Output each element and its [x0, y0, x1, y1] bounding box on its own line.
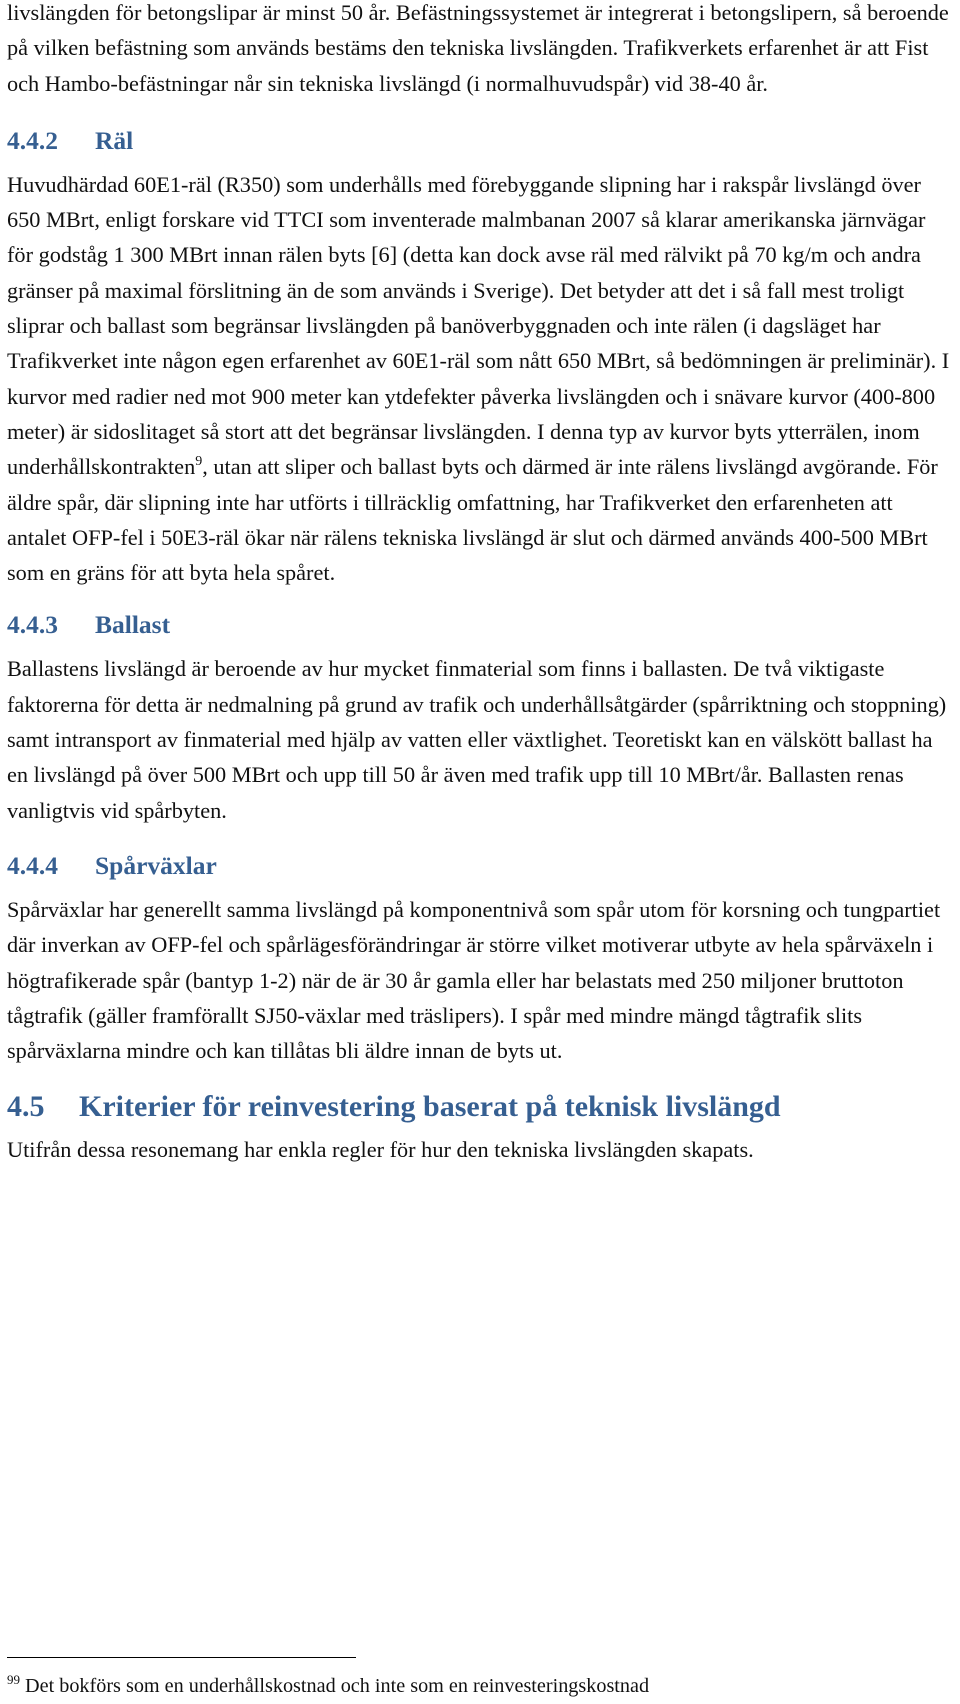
rail-text-part-2: , utan att sliper och ballast byts och därmed är inte rälens livslängd avgörande. För äldre spår, där slipning inte har utförts i tillräcklig omfattning, har Trafikverket den erfarenheten att antalet OFP-fel i 50E3-räl ökar när rälens tekniska livslängd är slut och därmed används 400-500 MBrt som en gräns för att byta hela spåret.	[7, 454, 938, 586]
section-title: Ballast	[95, 610, 171, 640]
rail-text-part-1: Huvudhärdad 60E1-räl (R350) som underhålls med förebyggande slipning har i rakspår livslängd över 650 MBrt, enligt forskare vid TTCI som inventerade malmbanan 2007 så klarar amerikanska järnvägar för godståg 1 300 MBrt innan rälen byts [6] (detta kan dock avse räl med rälvikt på 70 kg/m och andra gränser på maximal förslitning än de som används i Sverige). Det betyder att det i så fall mest troligt sliprar och ballast som begränsar livslängden på banöverbyggnaden och inte rälen (i dagsläget har Trafikverket inte någon egen erfarenhet av 60E1-räl som nått 650 MBrt, så bedömningen är preliminär). I kurvor med radier ned mot 900 meter kan ytdefekter påverka livslängden och i snävare kurvor (400-800 meter) är sidoslitaget så stort att det begränsar livslängden. I denna typ av kurvor byts ytterrälen, inom underhållskontrakten	[7, 171, 950, 480]
switches-paragraph: Spårväxlar har generellt samma livslängd på komponentnivå som spår utom för korsning och tungpartiet där inverkan av OFP-fel och spårlägesförändringar är större vilket motiverar utbyte av hela spårväxeln i högtrafikerade spår (bantyp 1-2) när de är 30 år gamla eller har belastats med 250 miljoner bruttoton tågtrafik (gäller framförallt SJ50-växlar med träslipers). I spår med mindre mängd tågtrafik slits spårväxlarna mindre och kan tillåtas bli äldre innan de byts ut.	[7, 896, 941, 1064]
document-page	[7, 0, 955, 1168]
section-number: 4.5	[7, 1090, 45, 1124]
section-heading-rail	[7, 124, 955, 158]
footnote-separator	[7, 1657, 356, 1658]
footnote-marker: 99	[7, 1672, 20, 1687]
section-title: Kriterier för reinvestering baserat på teknisk livslängd	[79, 1090, 781, 1124]
footnote	[7, 1673, 947, 1699]
criteria-paragraph: Utifrån dessa resonemang har enkla regler för hur den tekniska livslängden skapats.	[7, 1137, 754, 1163]
ballast-paragraph: Ballastens livslängd är beroende av hur mycket finmaterial som finns i ballasten. De två viktigaste faktorerna för detta är nedmalning på grund av trafik och underhållsåtgärder (spårriktning och stoppning) samt intransport av finmaterial med hjälp av vatten eller växtlighet. Teoretiskt kan en välskött ballast ha en livslängd på över 500 MBrt och upp till 50 år även med trafik upp till 10 MBrt/år. Ballasten renas vanligtvis vid spårbyten.	[7, 656, 947, 823]
section-number: 4.4.4	[7, 850, 58, 880]
section-heading-switches	[7, 849, 955, 883]
footnote-text: Det bokförs som en underhållskostnad och inte som en reinvesteringskostnad	[25, 1675, 650, 1697]
section-number: 4.4.3	[7, 610, 58, 640]
intro-paragraph: livslängden för betongslipar är minst 50 år. Befästningssystemet är integrerat i betongslipern, så beroende på vilken befästning som används bestäms den tekniska livslängden. Trafikverkets erfarenhet är att Fist och Hambo-befästningar når sin tekniska livslängd (i normalhuvudspår) vid 38-40 år.	[7, 0, 949, 96]
section-title: Spårväxlar	[95, 850, 217, 880]
section-heading-ballast	[7, 608, 955, 642]
section-heading-criteria	[7, 1088, 955, 1126]
rail-paragraph	[7, 167, 955, 591]
section-number: 4.4.2	[7, 125, 58, 155]
footnote-reference: 9	[195, 454, 203, 470]
section-title: Räl	[95, 125, 134, 155]
